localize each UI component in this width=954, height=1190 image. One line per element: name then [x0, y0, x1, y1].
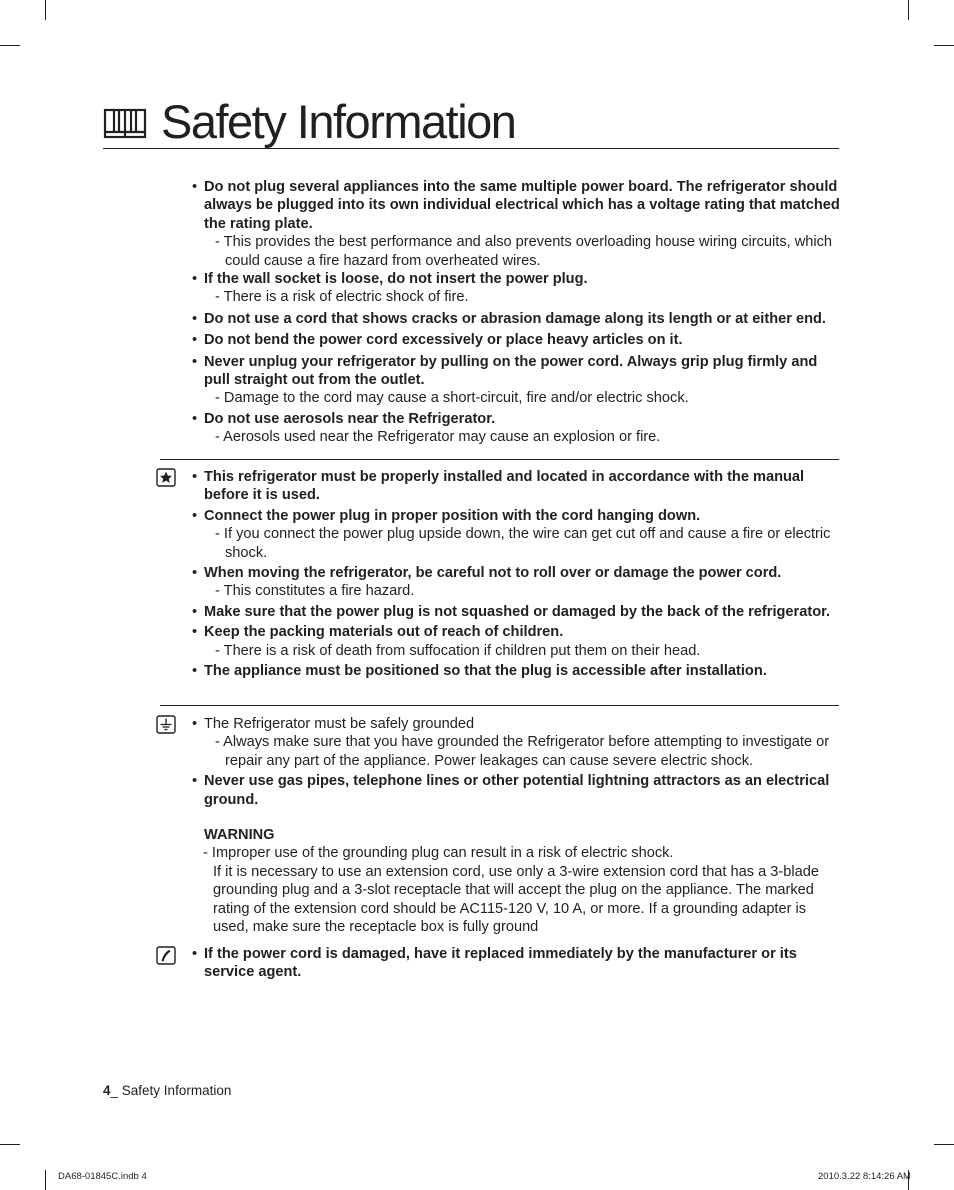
item-text: Do not bend the power cord excessively or place heavy articles on it. [204, 332, 683, 349]
item-note: - Damage to the cord may cause a short-circuit, fire and/or electric shock. [215, 390, 689, 407]
item-text: Connect the power plug in proper position with the cord hanging down. [204, 507, 701, 524]
footer-label: Safety Information [121, 1083, 232, 1098]
list-item: • Make sure that the power plug is not squashed or damaged by the back of the refrigerator. [192, 603, 831, 620]
item-text: The appliance must be positioned so that the plug is accessible after installation. [204, 663, 767, 680]
print-slug-file: DA68-01845C.indb 4 [58, 1171, 147, 1182]
crop-mark [0, 1144, 20, 1145]
crop-mark [908, 0, 909, 20]
item-text: Do not use a cord that shows cracks or abrasion damage along its length or at either end. [204, 310, 826, 327]
list-item: • Keep the packing materials out of reach of children. - There is a risk of death from suffocation if children put them on their head. [192, 623, 840, 660]
warning-line: - Improper use of the grounding plug can result in a risk of electric shock. [203, 845, 674, 862]
list-item: • Never unplug your refrigerator by pulling on the power cord. Always grip plug firmly and pull straight out from the outlet. - Damage to the cord may cause a short-circuit, fire and/or electric shock. [192, 353, 840, 408]
item-text: When moving the refrigerator, be careful not to roll over or damage the power cord. [204, 565, 782, 582]
crop-mark [45, 1170, 46, 1190]
crop-mark [45, 0, 46, 20]
item-note: - Aerosols used near the Refrigerator may cause an explosion or fire. [215, 429, 661, 446]
list-item: • When moving the refrigerator, be careful not to roll over or damage the power cord. - This constitutes a fire hazard. [192, 564, 840, 601]
section-divider [160, 459, 839, 460]
print-slug-timestamp: 2010.3.22 8:14:26 AM [818, 1171, 911, 1182]
item-note: - There is a risk of electric shock of fire. [215, 289, 469, 306]
page-number: 4 [103, 1083, 111, 1098]
item-text: If the wall socket is loose, do not insert the power plug. [204, 271, 588, 288]
item-text: Keep the packing materials out of reach of children. [204, 624, 564, 641]
item-note: - This provides the best performance and also prevents overloading house wiring circuits, which could cause a fire hazard from overheated wires. [215, 234, 833, 269]
list-item: • Do not bend the power cord excessively or place heavy articles on it. [192, 332, 683, 349]
crop-mark [0, 45, 20, 46]
list-item: • Do not use a cord that shows cracks or abrasion damage along its length or at either end. [192, 310, 826, 327]
list-item: • If the power cord is damaged, have it replaced immediately by the manufacturer or its service agent. [192, 946, 797, 981]
warning-body: If it is necessary to use an extension cord, use only a 3-wire extension cord that has a 3-blade grounding plug and a 3-slot receptacle that will accept the plug on the appliance. The marked rating of the extension cord should be AC115-120 V, 10 A, or more. If a grounding adapter is used, make sure the receptacle box is fully ground [213, 863, 819, 936]
crop-mark [934, 1144, 954, 1145]
page-header [103, 95, 839, 149]
section-divider [160, 705, 839, 706]
section-service [192, 945, 840, 982]
ground-icon [156, 715, 176, 734]
item-note: - If you connect the power plug upside down, the wire can get cut off and cause a fire or electric shock. [215, 526, 831, 561]
item-note: - Always make sure that you have grounded the Refrigerator before attempting to investigate or repair any part of the appliance. Power leakages can cause severe electric shock. [215, 734, 830, 769]
star-caution-icon [156, 468, 176, 487]
book-icon [103, 106, 147, 140]
page-title: Safety Information [161, 95, 516, 148]
item-text: Never unplug your refrigerator by pulling on the power cord. Always grip plug firmly and pull straight out from the outlet. [204, 353, 818, 389]
item-text: Do not plug several appliances into the same multiple power board. The refrigerator should always be plugged into its own individual electrical which has a voltage rating that matched the rating plate. [204, 179, 840, 232]
item-text: Never use gas pipes, telephone lines or other potential lightning attractors as an electrical ground. [204, 773, 830, 808]
crop-mark [934, 45, 954, 46]
list-item: • Do not plug several appliances into the same multiple power board. The refrigerator should always be plugged into its own individual electrical which has a voltage rating that matched the rating plate. - This provides the best performance and also prevents overloading house wiring circuits, which could cause a fire hazard from overheated wires. [192, 179, 840, 269]
item-note: - This constitutes a fire hazard. [215, 583, 415, 600]
item-text: If the power cord is damaged, have it replaced immediately by the manufacturer or its service agent. [204, 946, 797, 981]
section-electrical [192, 178, 840, 447]
list-item: • Connect the power plug in proper position with the cord hanging down. - If you connect the power plug upside down, the wire can get cut off and cause a fire or electric shock. [192, 507, 840, 562]
item-text: Do not use aerosols near the Refrigerator. [204, 410, 496, 427]
item-text: Make sure that the power plug is not squashed or damaged by the back of the refrigerator. [204, 603, 831, 620]
list-item: • If the wall socket is loose, do not insert the power plug. - There is a risk of electric shock of fire. [192, 270, 840, 307]
page-footer [103, 1083, 231, 1098]
footer-separator: _ [110, 1083, 122, 1098]
list-item: • The appliance must be positioned so that the plug is accessible after installation. [192, 663, 767, 680]
item-note: - There is a risk of death from suffocation if children put them on their head. [215, 642, 701, 659]
list-item: • Do not use aerosols near the Refrigerator. - Aerosols used near the Refrigerator may cause an explosion or fire. [192, 410, 840, 447]
service-call-icon [156, 946, 176, 965]
item-text: This refrigerator must be properly installed and located in accordance with the manual before it is used. [204, 469, 805, 504]
list-item: • The Refrigerator must be safely grounded - Always make sure that you have grounded the Refrigerator before attempting to investigate or repair any part of the appliance. Power leakages can cause severe electric shock. [192, 715, 840, 770]
item-text: The Refrigerator must be safely grounded [204, 716, 475, 732]
list-item: • This refrigerator must be properly installed and located in accordance with the manual before it is used. [192, 469, 805, 504]
list-item: • Never use gas pipes, telephone lines or other potential lightning attractors as an electrical ground. [192, 773, 830, 808]
section-installation [192, 468, 840, 680]
warning-label: WARNING [204, 827, 275, 844]
section-grounding [192, 715, 840, 936]
